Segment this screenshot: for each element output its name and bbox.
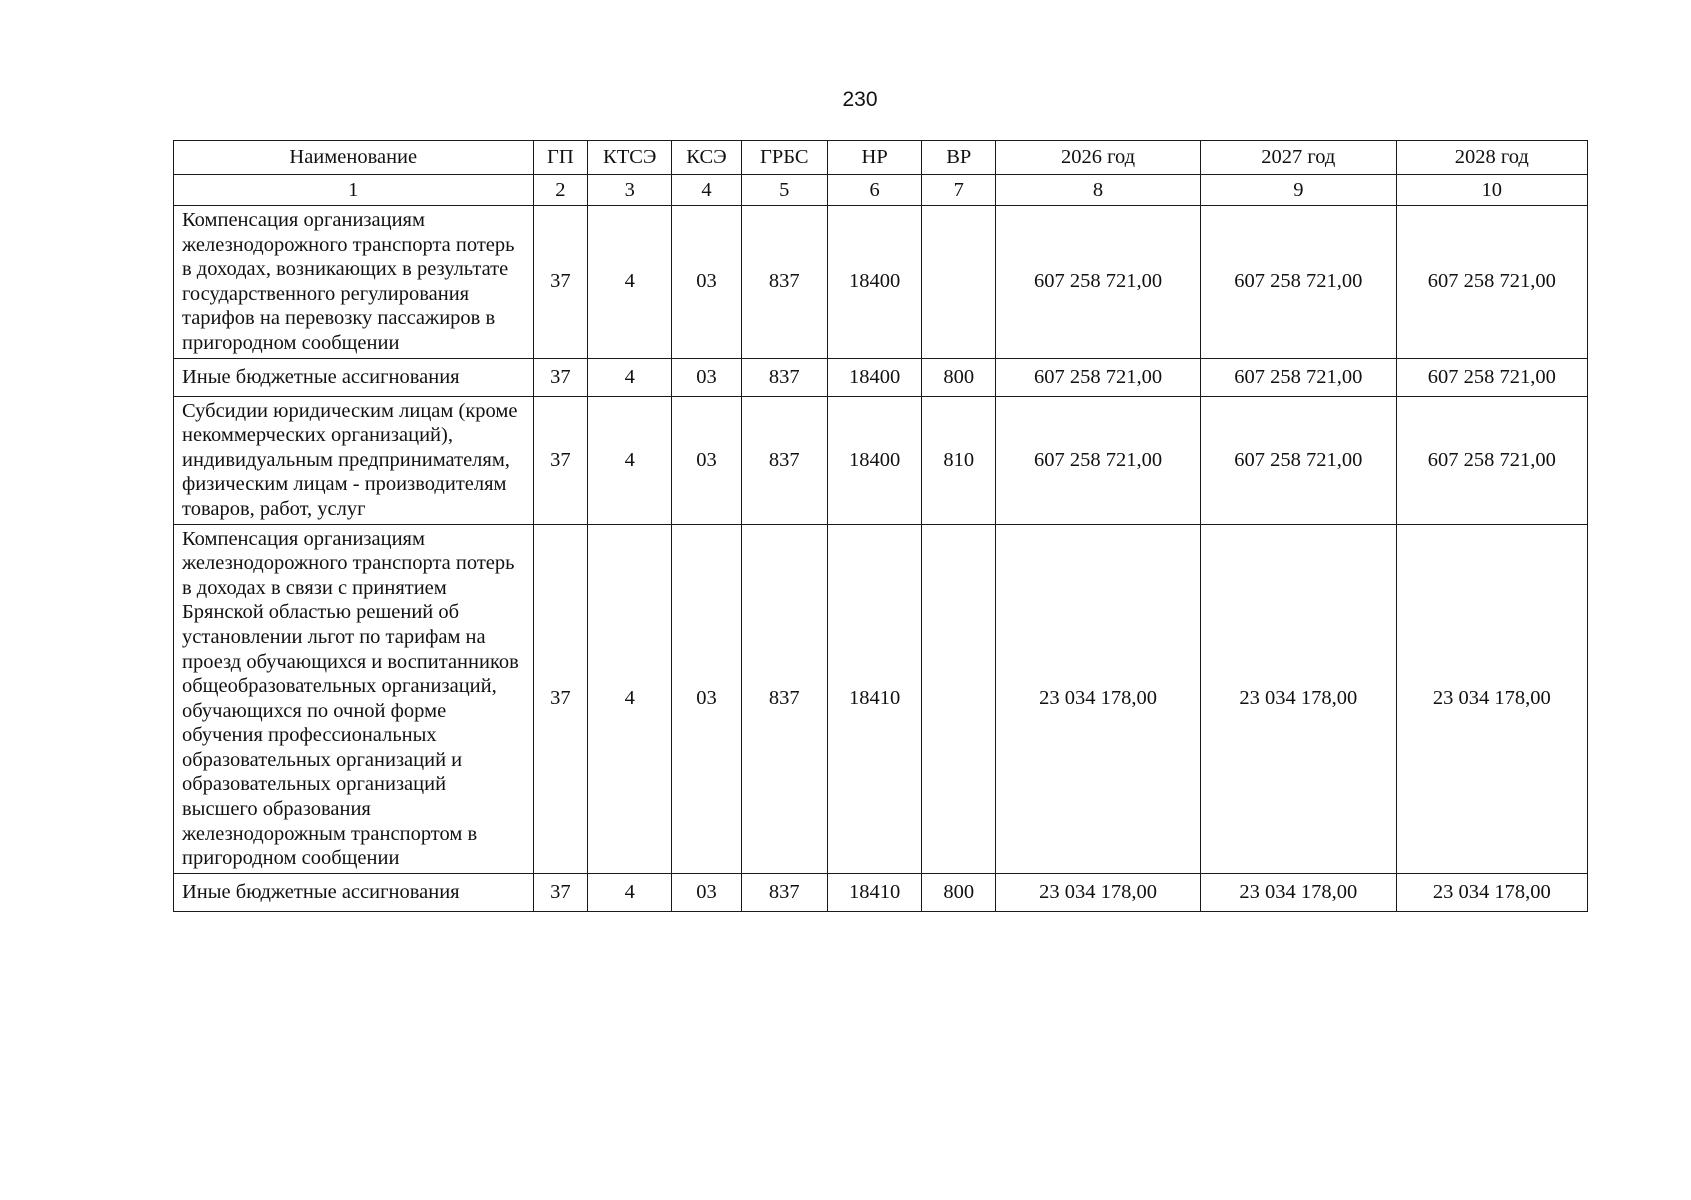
row-amount-2027: 23 034 178,00 <box>1201 873 1397 911</box>
row-nr: 18410 <box>827 873 922 911</box>
row-name: Иные бюджетные ассигнования <box>174 873 534 911</box>
header-row <box>174 141 1588 175</box>
column-number: 7 <box>922 175 996 206</box>
header-vr: ВР <box>922 141 996 175</box>
row-ktse: 4 <box>588 206 672 359</box>
budget-table <box>173 140 1588 912</box>
header-nr: НР <box>827 141 922 175</box>
row-amount-2027: 607 258 721,00 <box>1201 358 1397 396</box>
row-nr: 18400 <box>827 358 922 396</box>
page-number: 230 <box>842 88 878 111</box>
row-name: Компенсация организациям железнодорожного транспорта потерь в доходах в связи с принятием Брянской областью решений об установлении льгот по тарифам на проезд обучающихся и воспитанников общеобразовательных организаций, обучающихся по очной форме обучения профессиональных образовательных организаций и образовательных организаций высшего образования железнодорожным транспортом в пригородном сообщении <box>174 524 534 873</box>
row-amount-2028: 23 034 178,00 <box>1396 524 1587 873</box>
row-amount-2027: 607 258 721,00 <box>1201 396 1397 524</box>
table-row <box>174 873 1588 911</box>
table-row <box>174 396 1588 524</box>
column-number: 6 <box>827 175 922 206</box>
column-number: 10 <box>1396 175 1587 206</box>
header-2028: 2028 год <box>1396 141 1587 175</box>
row-amount-2027: 607 258 721,00 <box>1201 206 1397 359</box>
row-grbs: 837 <box>741 358 827 396</box>
row-vr: 810 <box>922 396 996 524</box>
column-number-row <box>174 175 1588 206</box>
table-row <box>174 358 1588 396</box>
column-number: 9 <box>1201 175 1397 206</box>
row-nr: 18400 <box>827 396 922 524</box>
row-vr <box>922 524 996 873</box>
column-number: 5 <box>741 175 827 206</box>
row-name: Компенсация организациям железнодорожного транспорта потерь в доходах, возникающих в результате государственного регулирования тарифов на перевозку пассажиров в пригородном сообщении <box>174 206 534 359</box>
row-kse: 03 <box>672 396 741 524</box>
row-ktse: 4 <box>588 358 672 396</box>
row-amount-2028: 607 258 721,00 <box>1396 396 1587 524</box>
row-gp: 37 <box>533 206 588 359</box>
header-2026: 2026 год <box>996 141 1201 175</box>
row-ktse: 4 <box>588 396 672 524</box>
row-amount-2028: 607 258 721,00 <box>1396 358 1587 396</box>
header-gp: ГП <box>533 141 588 175</box>
column-number: 2 <box>533 175 588 206</box>
row-gp: 37 <box>533 358 588 396</box>
row-grbs: 837 <box>741 206 827 359</box>
row-gp: 37 <box>533 396 588 524</box>
header-name: Наименование <box>174 141 534 175</box>
row-amount-2026: 23 034 178,00 <box>996 524 1201 873</box>
row-amount-2026: 607 258 721,00 <box>996 396 1201 524</box>
row-nr: 18410 <box>827 524 922 873</box>
row-kse: 03 <box>672 524 741 873</box>
column-number: 1 <box>174 175 534 206</box>
row-vr <box>922 206 996 359</box>
column-number: 3 <box>588 175 672 206</box>
row-nr: 18400 <box>827 206 922 359</box>
row-gp: 37 <box>533 873 588 911</box>
header-kse: КСЭ <box>672 141 741 175</box>
row-amount-2026: 23 034 178,00 <box>996 873 1201 911</box>
row-grbs: 837 <box>741 396 827 524</box>
row-amount-2026: 607 258 721,00 <box>996 358 1201 396</box>
row-vr: 800 <box>922 358 996 396</box>
header-2027: 2027 год <box>1201 141 1397 175</box>
table-row <box>174 524 1588 873</box>
row-kse: 03 <box>672 206 741 359</box>
row-grbs: 837 <box>741 524 827 873</box>
row-kse: 03 <box>672 358 741 396</box>
row-ktse: 4 <box>588 524 672 873</box>
row-vr: 800 <box>922 873 996 911</box>
header-grbs: ГРБС <box>741 141 827 175</box>
header-ktse: КТСЭ <box>588 141 672 175</box>
row-grbs: 837 <box>741 873 827 911</box>
row-kse: 03 <box>672 873 741 911</box>
column-number: 4 <box>672 175 741 206</box>
row-gp: 37 <box>533 524 588 873</box>
table-row <box>174 206 1588 359</box>
row-ktse: 4 <box>588 873 672 911</box>
row-amount-2028: 23 034 178,00 <box>1396 873 1587 911</box>
row-amount-2027: 23 034 178,00 <box>1201 524 1397 873</box>
column-number: 8 <box>996 175 1201 206</box>
row-name: Субсидии юридическим лицам (кроме некоммерческих организаций), индивидуальным предпринимателям, физическим лицам - производителям товаров, работ, услуг <box>174 396 534 524</box>
row-amount-2026: 607 258 721,00 <box>996 206 1201 359</box>
row-amount-2028: 607 258 721,00 <box>1396 206 1587 359</box>
row-name: Иные бюджетные ассигнования <box>174 358 534 396</box>
